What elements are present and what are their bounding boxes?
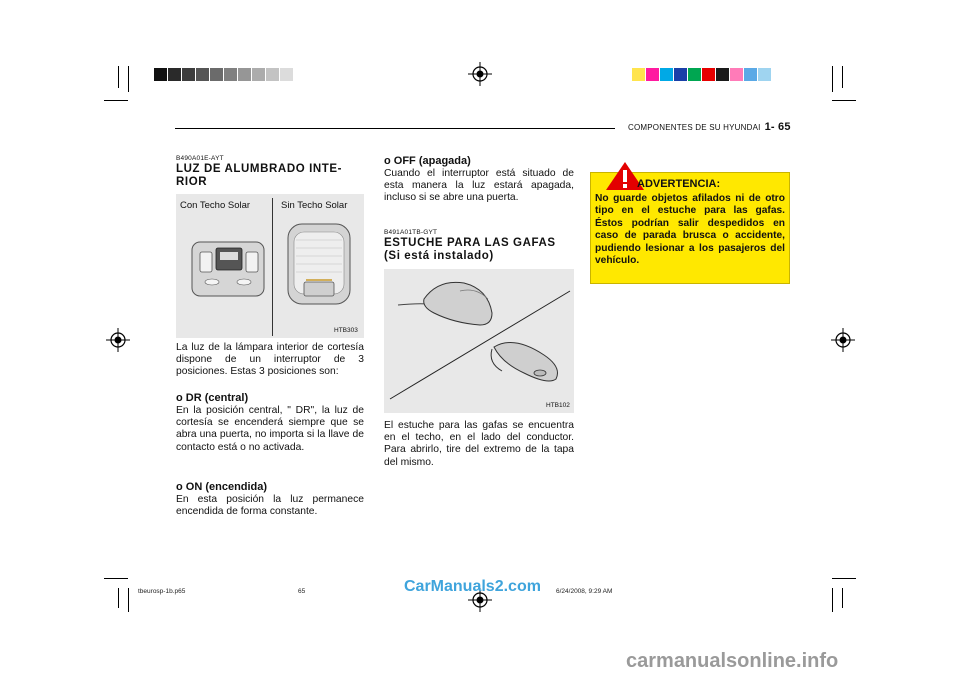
page-number: 1- 65	[764, 121, 791, 133]
figure-glasses-holder	[384, 269, 574, 413]
color-swatch	[224, 68, 237, 81]
page-header	[628, 121, 791, 133]
color-swatch	[252, 68, 265, 81]
section-title: COMPONENTES DE SU HYUNDAI	[628, 123, 761, 132]
figure-label-left: Con Techo Solar	[180, 200, 251, 211]
section-heading	[176, 163, 366, 189]
watermark: CarManuals2.com	[404, 578, 541, 595]
color-swatch	[632, 68, 645, 81]
intro-paragraph: La luz de la lámpara interior de cortesía dispone de un interruptor de 3 posiciones. Estas 3 posiciones son:	[176, 342, 364, 378]
color-swatch	[660, 68, 673, 81]
registration-mark-icon	[831, 328, 855, 352]
section-heading	[384, 237, 576, 263]
off-paragraph: Cuando el interruptor está situado de esta manera la luz estará apagada, incluso si se abre una puerta.	[384, 168, 574, 204]
heading-line: LUZ DE ALUMBRADO INTE-	[176, 163, 343, 175]
on-title: o ON (encendida)	[176, 481, 268, 493]
dome-lamp-illustration	[176, 194, 364, 338]
color-swatch	[716, 68, 729, 81]
heading-line: ESTUCHE PARA LAS GAFAS	[384, 237, 556, 249]
figure-code: HTB303	[334, 327, 358, 334]
figure-code: HTB102	[546, 402, 570, 409]
header-rule	[175, 128, 615, 129]
color-swatch	[168, 68, 181, 81]
color-swatch	[758, 68, 771, 81]
section-code: B490A01E-AYT	[176, 155, 224, 162]
registration-mark-icon	[106, 328, 130, 352]
footer-page: 65	[298, 588, 306, 595]
warning-box	[590, 172, 790, 284]
section-code: B491A01TB-GYT	[384, 229, 438, 236]
warning-text: No guarde objetos afilados ni de otro tipo en el estuche para las gafas. Éstos podrían salir despedidos en caso de parada brusca o accidente, pudiendo lesionar a los pasajeros del vehículo.	[595, 193, 785, 267]
off-title: o OFF (apagada)	[384, 155, 471, 167]
footer-file: tbeurosp-1b.p65	[138, 588, 186, 595]
color-swatch	[646, 68, 659, 81]
figure-label-right: Sin Techo Solar	[281, 200, 348, 211]
color-swatch	[182, 68, 195, 81]
glasses-paragraph: El estuche para las gafas se encuentra en el techo, en el lado del conductor. Para abrirlo, tire del extremo de la tapa del mismo.	[384, 420, 574, 468]
footer-date: 6/24/2008, 9:29 AM	[556, 588, 613, 595]
figure-dome-lamp	[176, 194, 364, 338]
dr-paragraph: En la posición central, " DR", la luz de cortesía se encenderá siempre que se abra una puerta, no importa si la llave de contacto está o no activada.	[176, 405, 364, 453]
color-swatch	[730, 68, 743, 81]
glasses-holder-illustration	[384, 269, 574, 413]
warning-title: ADVERTENCIA:	[637, 178, 721, 190]
heading-line: (Si está instalado)	[384, 250, 494, 262]
color-swatch	[688, 68, 701, 81]
color-swatch	[154, 68, 167, 81]
color-swatch	[196, 68, 209, 81]
dr-title: o DR (central)	[176, 392, 249, 404]
on-paragraph: En esta posición la luz permanece encendida de forma constante.	[176, 494, 364, 518]
color-swatch	[210, 68, 223, 81]
heading-line: RIOR	[176, 176, 208, 188]
watermark: carmanualsonline.info	[626, 650, 839, 672]
color-swatch	[702, 68, 715, 81]
color-swatch	[744, 68, 757, 81]
color-swatch	[238, 68, 251, 81]
color-swatch	[266, 68, 279, 81]
registration-mark-icon	[468, 62, 492, 86]
color-swatch	[674, 68, 687, 81]
color-swatch	[280, 68, 293, 81]
